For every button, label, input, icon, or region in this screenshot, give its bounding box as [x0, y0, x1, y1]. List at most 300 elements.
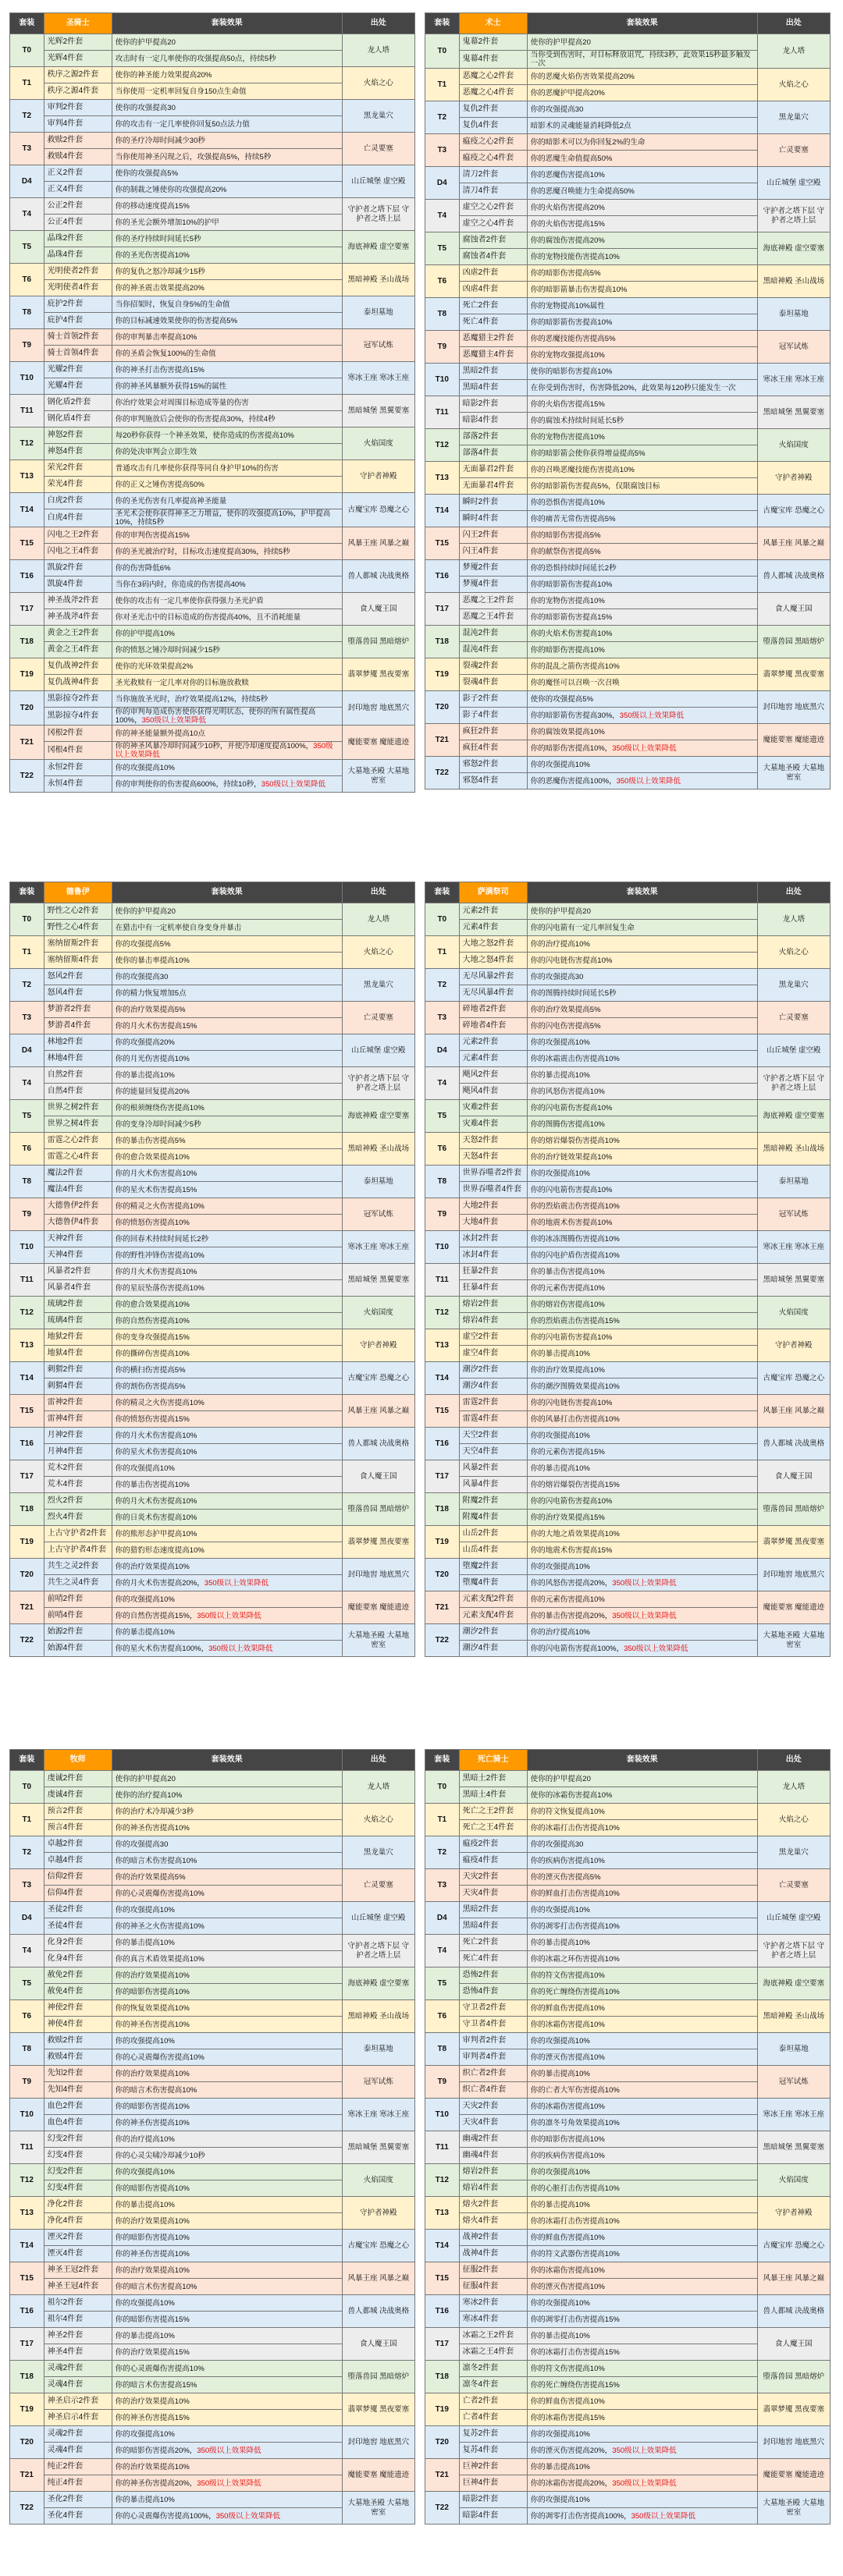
tier-cell: T15 [425, 2262, 460, 2295]
table-row [425, 1133, 831, 1149]
tier-cell: T11 [425, 1264, 460, 1297]
table-row [10, 2426, 415, 2443]
source-cell: 魔能要塞 魔能遗迹 [342, 726, 414, 760]
set-effect: 你的暴击伤害提高5% [112, 1133, 342, 1149]
table-header-row [10, 13, 415, 34]
set-effect: 使你的护甲提高20 [527, 34, 757, 51]
source-cell: 魔能要塞 魔能遗迹 [757, 1591, 830, 1624]
table-row [10, 1428, 415, 1444]
set-effect: 你的腐蚀术持续时间延长5秒 [527, 413, 757, 429]
source-cell: 封印地窖 地底黑穴 [342, 691, 414, 726]
table-row [425, 1869, 831, 1886]
set-piece-name: 神圣2件套 [44, 2328, 112, 2344]
table-row [425, 1804, 831, 1820]
set-piece-name: 前哨4件套 [44, 1608, 112, 1624]
tier-cell: T13 [10, 2197, 44, 2230]
set-piece-name: 钢化盾2件套 [44, 395, 112, 411]
set-piece-name: 凛冬2件套 [459, 2361, 527, 2377]
source-cell: 黑暗神殿 圣山战场 [342, 2000, 414, 2033]
table-row [10, 1804, 415, 1820]
tier-cell: T0 [10, 34, 44, 67]
source-cell: 大墓地圣殿 大墓地密室 [757, 2492, 830, 2525]
effect-warning: 350级以上效果降低 [115, 742, 333, 759]
table-row [425, 1198, 831, 1215]
tier-cell: T12 [10, 1297, 44, 1329]
source-cell: 翡翠梦魇 黑夜要塞 [342, 658, 414, 691]
table-row [10, 2164, 415, 2180]
table-row [425, 265, 831, 282]
set-piece-name: 救赎2件套 [44, 133, 112, 149]
effect-warning: 350级以上效果降低 [631, 2511, 695, 2521]
set-effect: 你的冰霜伤害提高10% [527, 2017, 757, 2033]
table-row [10, 1297, 415, 1313]
set-piece-name: 清刀4件套 [459, 183, 527, 200]
source-cell: 龙人塔 [342, 1771, 414, 1804]
set-effect: 你的湮灭伤害提高20%，350级以上效果降低 [527, 2443, 757, 2459]
source-cell: 风暴王座 风暴之巅 [342, 527, 414, 560]
tier-cell: T19 [425, 1526, 460, 1559]
source-cell: 火焰国度 [342, 428, 414, 460]
set-piece-name: 林地4件套 [44, 1051, 112, 1067]
table-row [425, 2328, 831, 2344]
set-effect: 你的暴击提高10% [112, 1067, 342, 1084]
set-piece-name: 死亡2件套 [459, 298, 527, 314]
table-row [425, 2393, 831, 2410]
set-effect: 你的神圣风暴额外获得15%的属性 [112, 378, 342, 395]
set-piece-name: 梦游者4件套 [44, 1018, 112, 1034]
set-piece-name: 审判4件套 [44, 116, 112, 133]
set-piece-name: 凛冬4件套 [459, 2377, 527, 2393]
set-piece-name: 神圣战斧4件套 [44, 609, 112, 626]
set-piece-name: 梦魇2件套 [459, 560, 527, 577]
source-cell: 龙人塔 [757, 34, 830, 69]
tier-cell: T11 [10, 395, 44, 428]
set-effect: 你的符文伤害提高10% [527, 1967, 757, 1984]
set-effect: 你的冰霜打击伤害提高10% [527, 2213, 757, 2230]
tier-cell: T14 [10, 2230, 44, 2262]
set-piece-name: 暗影4件套 [459, 2508, 527, 2525]
source-cell: 守护者神殿 [757, 2197, 830, 2230]
set-piece-name: 大地之怒2件套 [459, 936, 527, 953]
set-effect: 你的鲜血伤害提高10% [527, 2393, 757, 2410]
set-effect: 当你在3码内时，你造成的伤害提高40% [112, 577, 342, 593]
set-piece-name: 祖尔4件套 [44, 2312, 112, 2328]
set-table [425, 882, 831, 1657]
table-row [425, 2459, 831, 2475]
set-piece-name: 魔法4件套 [44, 1182, 112, 1198]
source-cell: 寒冰王座 寒冰王座 [757, 364, 830, 396]
set-piece-name: 黄金之王4件套 [44, 642, 112, 658]
set-effect: 你的治疗效果提高10% [527, 1362, 757, 1378]
source-cell: 守护者神殿 [342, 1329, 414, 1362]
source-cell: 亡灵要塞 [342, 133, 414, 165]
tier-cell: D4 [425, 167, 460, 200]
set-effect: 你的潮汐图腾效果提高10% [527, 1378, 757, 1395]
set-piece-name: 光明使者4件套 [44, 280, 112, 296]
source-cell: 封印地窖 地底黑穴 [757, 2426, 830, 2459]
set-piece-name: 腐蚀者2件套 [459, 232, 527, 249]
tier-cell: D4 [10, 1034, 44, 1067]
set-effect: 你的月火术伤害提高10% [112, 1264, 342, 1280]
tier-cell: T16 [10, 2295, 44, 2328]
set-effect: 你的精灵之火伤害提高10% [112, 1395, 342, 1411]
set-table-0 [9, 12, 415, 839]
set-table-3 [425, 882, 831, 1708]
set-piece-name: 自然4件套 [44, 1084, 112, 1100]
source-cell: 兽人都城 决战奥格 [757, 1428, 830, 1460]
set-piece-name: 暗影2件套 [459, 2492, 527, 2508]
set-effect: 你的风暴打击伤害提高10% [527, 1411, 757, 1428]
set-piece-name: 野性之心2件套 [44, 903, 112, 920]
set-piece-name: 守卫者4件套 [459, 2017, 527, 2033]
effect-warning: 350级以上效果降低 [624, 1644, 688, 1653]
header-class: 牧师 [44, 1750, 112, 1771]
set-effect: 你的风怒伤害提高10% [527, 1084, 757, 1100]
source-cell: 黑暗神殿 圣山战场 [757, 265, 830, 298]
tier-cell: T13 [425, 2197, 460, 2230]
table-row [10, 1836, 415, 1853]
tier-cell: T10 [425, 364, 460, 396]
table-row [425, 2426, 831, 2443]
table-row [425, 298, 831, 314]
set-effect: 你的冰霜之环伤害提高10% [527, 1951, 757, 1967]
set-piece-name: 风暴2件套 [459, 1460, 527, 1477]
set-piece-name: 野性之心4件套 [44, 920, 112, 936]
set-piece-name: 邪怒4件套 [459, 773, 527, 789]
set-effect: 你的攻强提高10% [112, 2164, 342, 2180]
set-piece-name: 灵魂4件套 [44, 2443, 112, 2459]
table-row [10, 2230, 415, 2246]
set-effect: 你的暗影箭伤害提高15% [527, 609, 757, 626]
set-effect: 使你的护甲提高20 [112, 1771, 342, 1787]
source-cell: 泰坦墓地 [757, 1166, 830, 1198]
set-piece-name: 碎地者4件套 [459, 1018, 527, 1034]
set-piece-name: 纯正2件套 [44, 2459, 112, 2475]
set-effect: 你的腐蚀伤害提高20% [527, 232, 757, 249]
set-piece-name: 骑士首领4件套 [44, 346, 112, 362]
set-effect: 你的愈合效果提高10% [112, 1297, 342, 1313]
set-effect: 你的自然伤害提高15%，350级以上效果降低 [112, 1608, 342, 1624]
set-effect: 你的圣盾会恢复100%的生命值 [112, 346, 342, 362]
set-effect: 你的治疗术冷却减少3秒 [112, 1804, 342, 1820]
table-row [425, 936, 831, 953]
table-row [425, 232, 831, 249]
set-piece-name: 白虎4件套 [44, 509, 112, 527]
source-cell: 冠军试炼 [757, 1198, 830, 1231]
set-piece-name: 圣化2件套 [44, 2492, 112, 2508]
table-row [425, 903, 831, 920]
set-effect: 你的熔岩爆裂伤害提高15% [527, 1477, 757, 1493]
set-piece-name: 邪怒2件套 [459, 757, 527, 773]
tier-cell: T21 [425, 724, 460, 757]
set-piece-name: 守卫者2件套 [459, 2000, 527, 2017]
set-effect: 你的魔怪可以召唤一次召唤 [527, 675, 757, 691]
tier-cell: T2 [10, 100, 44, 133]
set-piece-name: 月神2件套 [44, 1428, 112, 1444]
source-cell: 堕落兽园 黑暗熔炉 [342, 626, 414, 658]
set-piece-name: 雷霆4件套 [459, 1411, 527, 1428]
set-piece-name: 雷霆之心2件套 [44, 1133, 112, 1149]
set-piece-name: 潮汐2件套 [459, 1624, 527, 1641]
set-effect: 你的暴击提高10% [527, 2328, 757, 2344]
set-effect: 你的攻强提高10% [527, 1902, 757, 1918]
set-piece-name: 凶虐2件套 [459, 265, 527, 282]
set-effect: 你的鲜血伤害提高10% [527, 2000, 757, 2017]
set-effect: 你的神圣风暴冷却时间减少10秒，并使冷却速度提高100%，350级以上效果降低 [112, 742, 342, 760]
set-piece-name: 预言2件套 [44, 1804, 112, 1820]
set-effect: 你的攻强提高10% [112, 2033, 342, 2049]
source-cell: 食人魔王国 [342, 593, 414, 626]
set-effect: 你对圣光击中的目标造成的伤害提高40%，且不消耗能量 [112, 609, 342, 626]
tier-cell: T4 [10, 1935, 44, 1967]
table-row [10, 1067, 415, 1084]
set-piece-name: 自然2件套 [44, 1067, 112, 1084]
set-effect: 你的符文伤害提高10% [527, 2361, 757, 2377]
set-effect: 你的湮灭伤害提高10% [527, 2049, 757, 2066]
set-piece-name: 永恒2件套 [44, 760, 112, 776]
set-piece-name: 审判2件套 [44, 100, 112, 116]
source-cell: 火焰之心 [342, 67, 414, 100]
set-effect: 你的治疗效果提高5% [112, 1869, 342, 1886]
table-row [425, 2033, 831, 2049]
tier-cell: T17 [425, 2328, 460, 2361]
source-cell: 黑暗城堡 黑翼要塞 [757, 1264, 830, 1297]
set-effect: 你的恐惧伤害提高10% [527, 495, 757, 511]
set-piece-name: 暗影2件套 [459, 396, 527, 413]
table-row [10, 1624, 415, 1641]
tier-cell: T16 [425, 2295, 460, 2328]
set-effect: 你的攻强提高10% [527, 757, 757, 773]
table-row [425, 364, 831, 380]
set-effect: 你的暗影伤害提高10% [112, 1984, 342, 2000]
set-piece-name: 元素2件套 [459, 903, 527, 920]
set-piece-name: 复仇4件套 [459, 118, 527, 134]
source-cell: 守护者之塔下层 守护者之塔上层 [757, 200, 830, 232]
set-effect: 你的冰霜伤害提高10% [527, 2262, 757, 2279]
set-piece-name: 闪王2件套 [459, 527, 527, 544]
table-row [10, 2197, 415, 2213]
set-effect: 你的闪电护盾伤害提高10% [527, 1247, 757, 1264]
set-effect: 你的宠物伤害提高10% [527, 593, 757, 609]
table-row [425, 101, 831, 118]
set-effect: 你的地震术伤害提高10% [527, 1215, 757, 1231]
table-row [425, 2295, 831, 2312]
header-source: 出处 [342, 1750, 414, 1771]
set-effect: 你的心脏打击伤害提高10% [527, 2180, 757, 2197]
source-cell: 山丘城堡 虚空殿 [342, 1034, 414, 1067]
source-cell: 寒冰王座 寒冰王座 [757, 2099, 830, 2131]
table-row [425, 2131, 831, 2148]
set-table [9, 12, 415, 793]
set-piece-name: 复仇战神4件套 [44, 675, 112, 691]
set-effect: 你的日炎术伤害提高10% [112, 1510, 342, 1526]
set-piece-name: 塞纳留斯2件套 [44, 936, 112, 953]
table-row [425, 757, 831, 773]
set-piece-name: 灵魂4件套 [44, 2377, 112, 2393]
table-row [10, 1395, 415, 1411]
source-cell: 泰坦墓地 [757, 298, 830, 331]
set-effect: 你的制裁之锤使你的攻强提高20% [112, 182, 342, 198]
source-cell: 封印地窖 地底黑穴 [342, 2426, 414, 2459]
tier-cell: T10 [10, 1231, 44, 1264]
set-effect: 你的圣光被治疗时，目标攻击速度提高30%，持续5秒 [112, 544, 342, 560]
source-cell: 封印地窖 地底黑穴 [757, 691, 830, 724]
tier-cell: T15 [10, 527, 44, 560]
set-piece-name: 世界吞噬者2件套 [459, 1166, 527, 1182]
tier-cell: T11 [425, 2131, 460, 2164]
set-piece-name: 天怒4件套 [459, 1149, 527, 1166]
set-piece-name: 救赎4件套 [44, 2049, 112, 2066]
source-cell: 龙人塔 [757, 903, 830, 936]
table-row [10, 264, 415, 280]
set-effect: 你的治疗效果提高5% [112, 1002, 342, 1018]
set-effect: 你的图腾持续时间延长5秒 [527, 985, 757, 1002]
source-cell: 魔能要塞 魔能遗迹 [757, 724, 830, 757]
set-effect: 你的闪电链伤害提高10% [527, 1395, 757, 1411]
table-row [10, 34, 415, 51]
set-piece-name: 上古守护者2件套 [44, 1526, 112, 1542]
tier-cell: T21 [425, 1591, 460, 1624]
set-effect: 你的恶魔火焰伤害效果提高20% [527, 69, 757, 85]
table-row [425, 658, 831, 675]
set-effect: 你的暴击提高10% [527, 1460, 757, 1477]
table-row [10, 1329, 415, 1346]
set-piece-name: 疯狂2件套 [459, 724, 527, 740]
table-row [10, 2328, 415, 2344]
table-header-row [10, 1750, 415, 1771]
table-row [10, 493, 415, 509]
tier-cell: T19 [10, 2393, 44, 2426]
source-cell: 守护者之塔下层 守护者之塔上层 [342, 1067, 414, 1100]
set-effect: 你的攻强提高30 [112, 1836, 342, 1853]
source-cell: 风暴王座 风暴之巅 [342, 2262, 414, 2295]
set-effect: 你的元素伤害提高15% [527, 1444, 757, 1460]
set-piece-name: 大德鲁伊2件套 [44, 1198, 112, 1215]
set-piece-name: 神圣战斧2件套 [44, 593, 112, 609]
set-piece-name: 钢化盾4件套 [44, 411, 112, 428]
table-row [425, 2197, 831, 2213]
set-piece-name: 复仇战神2件套 [44, 658, 112, 675]
set-effect: 你的攻强提高10% [527, 2426, 757, 2443]
tier-cell: T19 [425, 2393, 460, 2426]
set-piece-name: 元素4件套 [459, 1051, 527, 1067]
table-row [10, 626, 415, 642]
source-cell: 守护者之塔下层 守护者之塔上层 [757, 1935, 830, 1967]
tier-cell: T20 [425, 691, 460, 724]
tier-cell: T22 [425, 1624, 460, 1657]
set-piece-name: 复苏4件套 [459, 2443, 527, 2459]
set-piece-name: 潮汐2件套 [459, 1362, 527, 1378]
set-piece-name: 冰霜之王2件套 [459, 2328, 527, 2344]
set-effect: 你的痛苦无常伤害提高5% [527, 511, 757, 527]
source-cell: 堕落兽园 黑暗熔炉 [757, 1493, 830, 1526]
table-row [425, 1624, 831, 1641]
tier-cell: T6 [10, 2000, 44, 2033]
set-effect: 使你的护甲提高20 [112, 34, 342, 51]
table-row [10, 2459, 415, 2475]
source-cell: 兽人都城 决战奥格 [342, 560, 414, 593]
table-row [10, 936, 415, 953]
table-row [10, 395, 415, 411]
set-effect: 你的暴击提高10% [112, 2197, 342, 2213]
set-effect: 你的闪电箭伤害提高10% [527, 1182, 757, 1198]
header-class: 萨满祭司 [459, 882, 527, 903]
table-row [10, 2262, 415, 2279]
set-piece-name: 雷神2件套 [44, 1395, 112, 1411]
set-effect: 你的闪电链伤害提高10% [527, 953, 757, 969]
set-piece-name: 灵魂2件套 [44, 2361, 112, 2377]
set-piece-name: 凯旋4件套 [44, 577, 112, 593]
tier-cell: T18 [10, 2361, 44, 2393]
set-piece-name: 无面暴君4件套 [459, 478, 527, 495]
set-effect: 你的暗影伤害提高10% [112, 2230, 342, 2246]
table-row [425, 1329, 831, 1346]
tier-cell: T13 [425, 1329, 460, 1362]
set-effect: 你的符文武器伤害提高10% [527, 2246, 757, 2262]
set-piece-name: 预言4件套 [44, 1820, 112, 1836]
table-row [10, 1002, 415, 1018]
set-effect: 你的暴击提高10% [527, 2197, 757, 2213]
set-effect: 你的符文恢复提高10% [527, 1804, 757, 1820]
header-effect: 套装效果 [112, 13, 342, 34]
table-header-row [425, 13, 831, 34]
source-cell: 魔能要塞 魔能遗迹 [757, 2459, 830, 2492]
set-effect: 你的攻强提高30 [527, 969, 757, 985]
set-piece-name: 无尽风暴2件套 [459, 969, 527, 985]
table-row [425, 724, 831, 740]
set-effect: 你的星辰坠落伤害提高10% [112, 1280, 342, 1297]
set-effect: 你的暗影伤害提高15% [112, 2312, 342, 2328]
table-row [425, 2361, 831, 2377]
set-effect: 你的湮灭伤害提高10% [527, 2279, 757, 2295]
set-piece-name: 雷霆2件套 [459, 1395, 527, 1411]
header-effect: 套装效果 [527, 13, 757, 34]
table-row [425, 2000, 831, 2017]
set-effect: 你的星火术伤害提高15% [112, 1182, 342, 1198]
source-cell: 古魔宝库 恐魔之心 [342, 493, 414, 527]
table-row [10, 1902, 415, 1918]
source-cell: 火焰之心 [757, 1804, 830, 1836]
table-row [10, 1362, 415, 1378]
table-row [10, 658, 415, 675]
source-cell: 黑龙巢穴 [757, 1836, 830, 1869]
effect-warning: 350级以上效果降低 [197, 2478, 261, 2488]
set-piece-name: 恐怖2件套 [459, 1967, 527, 1984]
tier-cell: T18 [425, 1493, 460, 1526]
set-piece-name: 共生之灵4件套 [44, 1575, 112, 1591]
set-piece-name: 黑暗4件套 [459, 380, 527, 396]
table-row [425, 2164, 831, 2180]
table-row [425, 527, 831, 544]
table-row [10, 1100, 415, 1116]
header-effect: 套装效果 [112, 882, 342, 903]
source-cell: 亡灵要塞 [757, 1869, 830, 1902]
set-piece-name: 闪王4件套 [459, 544, 527, 560]
set-piece-name: 恐怖4件套 [459, 1984, 527, 2000]
source-cell: 火焰国度 [757, 1297, 830, 1329]
tier-cell: T8 [10, 1166, 44, 1198]
set-effect: 你的鲜血伤害提高10% [527, 2230, 757, 2246]
source-cell: 魔能要塞 魔能遗迹 [342, 2459, 414, 2492]
set-effect: 你的神圣震击效果提高20% [112, 280, 342, 296]
set-piece-name: 地狱4件套 [44, 1346, 112, 1362]
tier-cell: T5 [10, 1967, 44, 2000]
set-effect: 你的熔岩爆裂伤害提高10% [527, 1133, 757, 1149]
source-cell: 翡翠梦魇 黑夜要塞 [342, 2393, 414, 2426]
source-cell: 黑暗城堡 黑翼要塞 [757, 396, 830, 429]
source-cell: 泰坦墓地 [757, 2033, 830, 2066]
set-table [425, 12, 831, 789]
